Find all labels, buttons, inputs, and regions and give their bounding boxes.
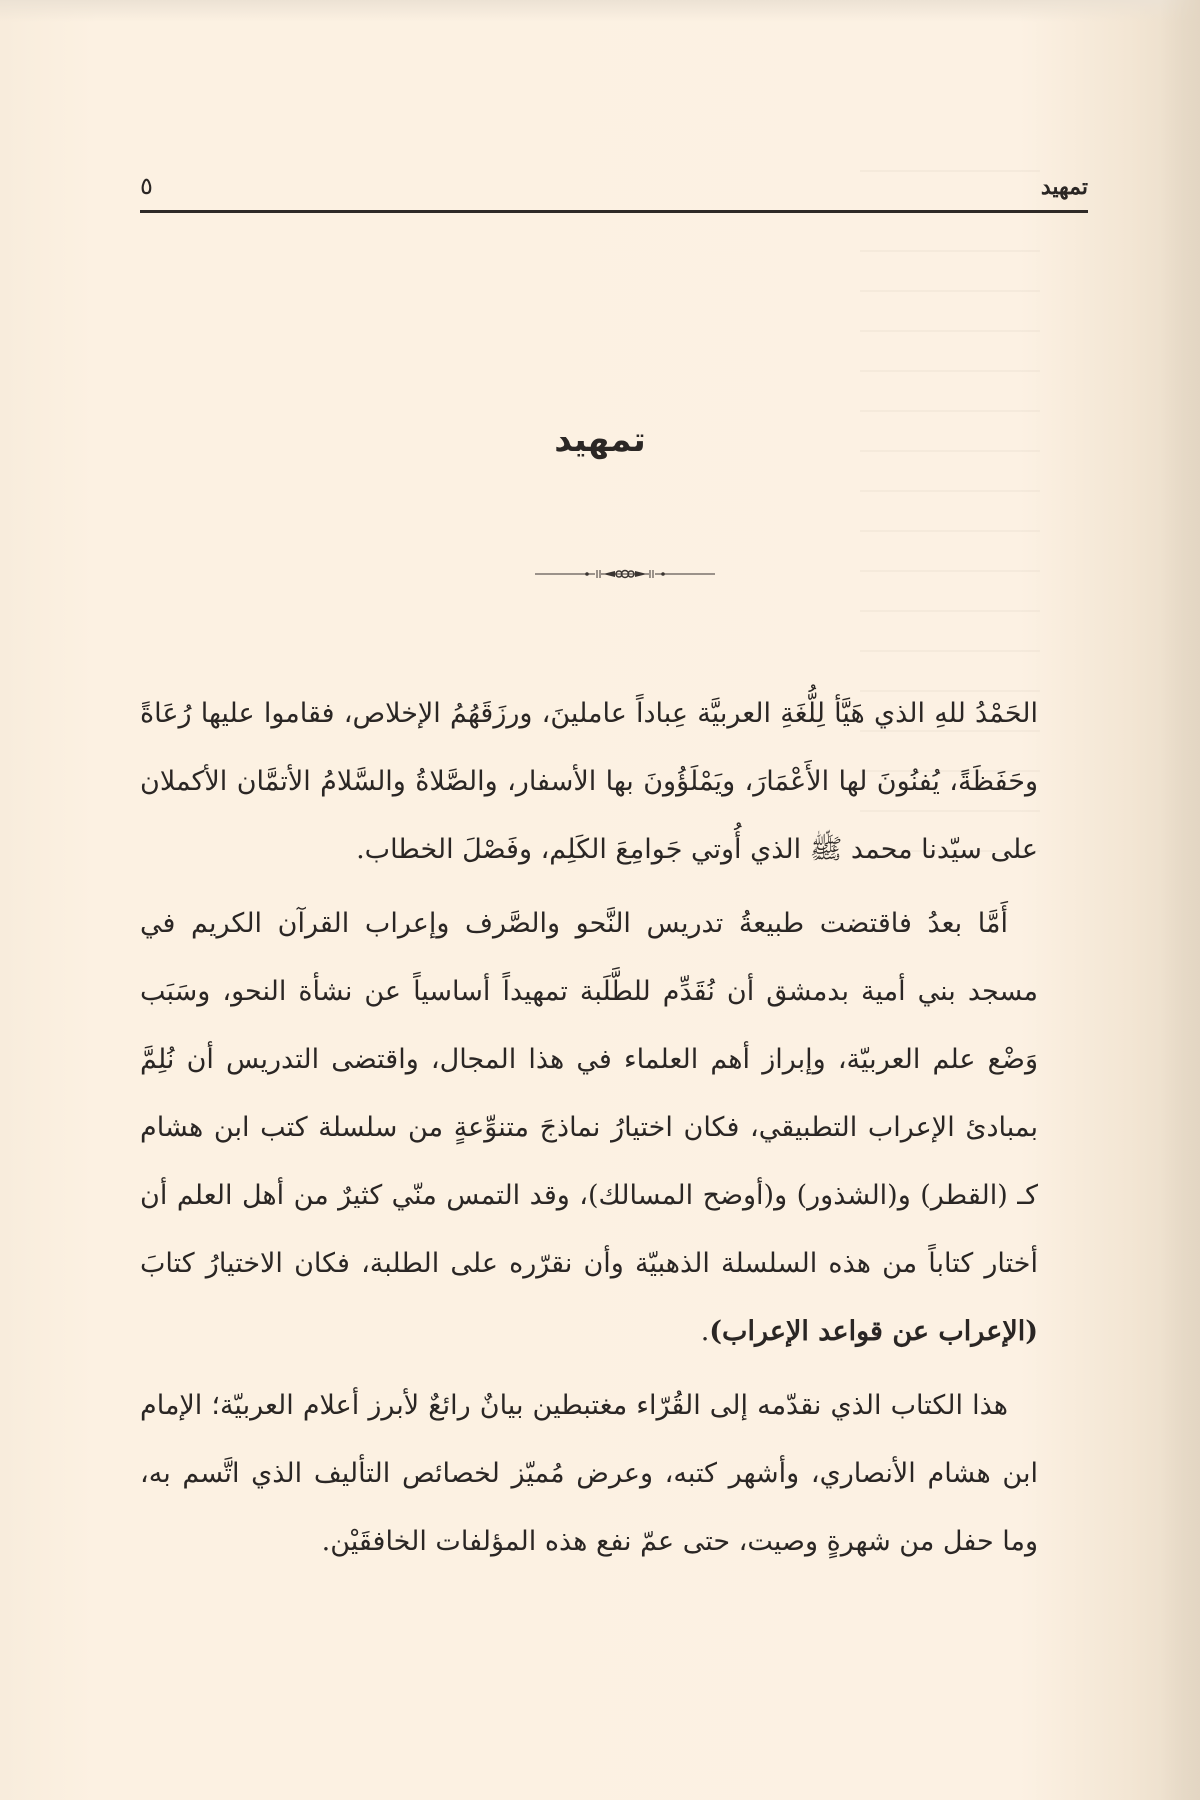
paragraph-end: . (700, 1316, 710, 1347)
paragraph-purpose (140, 890, 1038, 1366)
paragraph-book-description (140, 1372, 1038, 1576)
paragraph-text: الحَمْدُ للهِ الذي هَيَّأ لِلُّغَةِ العربيَّة عِباداً عاملينَ، ورزَقَهُمُ الإخلاص، فقاموا عليها رُعَاةً وحَفَظَةً، يُفنُونَ لها الأَعْمَارَ، ويَمْلَؤُونَ بها الأسفار، والصَّلاةُ والسَّلامُ الأتمَّان الأكملان على سيّدنا محمد ﷺ الذي أُوتي جَوامِعَ الكَلِم، وفَصْلَ الخطاب. (140, 698, 1038, 865)
page-binding-edge (1160, 0, 1200, 1800)
book-title-emphasis: (الإعراب عن قواعد الإعراب) (709, 1316, 1038, 1347)
running-title: تمهيد (1040, 174, 1088, 200)
ornament-divider-icon (535, 564, 715, 584)
paragraph-text: أَمَّا بعدُ فاقتضت طبيعةُ تدريس النَّحو والصَّرف وإعراب القرآن الكريم في مسجد بني أمية بدمشق أن نُقَدِّم للطَّلَبة تمهيداً أساسياً عن نشأة النحو، وسَبَب وَضْع علم العربيّة، وإبراز أهم العلماء في هذا المجال، واقتضى التدريس أن نُلِمَّ بمبادئ الإعراب التطبيقي، فكان اختيارُ نماذجَ متنوِّعةٍ من سلسلة كتب ابن هشام كـ (القطر) و(الشذور) و(أوضح المسالك)، وقد التمس منّي كثيرٌ من أهل العلم أن أختار كتاباً من هذه السلسلة الذهبيّة وأن نقرّره على الطلبة، فكان الاختيارُ كتابَ (140, 908, 1038, 1279)
running-header (140, 160, 1088, 200)
body-text (140, 680, 1038, 1582)
page-number: ٥ (140, 172, 153, 200)
chapter-title: تمهيد (554, 420, 646, 460)
paragraph-intro (140, 680, 1038, 884)
page-top-shadow (0, 0, 1200, 22)
header-rule (140, 210, 1088, 213)
paragraph-text: هذا الكتاب الذي نقدّمه إلى القُرّاء مغتبطين بيانٌ رائعٌ لأبرز أعلام العربيّة؛ الإمام ابن هشام الأنصاري، وأشهر كتبه، وعرض مُميّز لخصائص التأليف الذي اتَّسم به، وما حفل من شهرةٍ وصيت، حتى عمّ نفع هذه المؤلفات الخافقَيْن. (140, 1390, 1038, 1557)
